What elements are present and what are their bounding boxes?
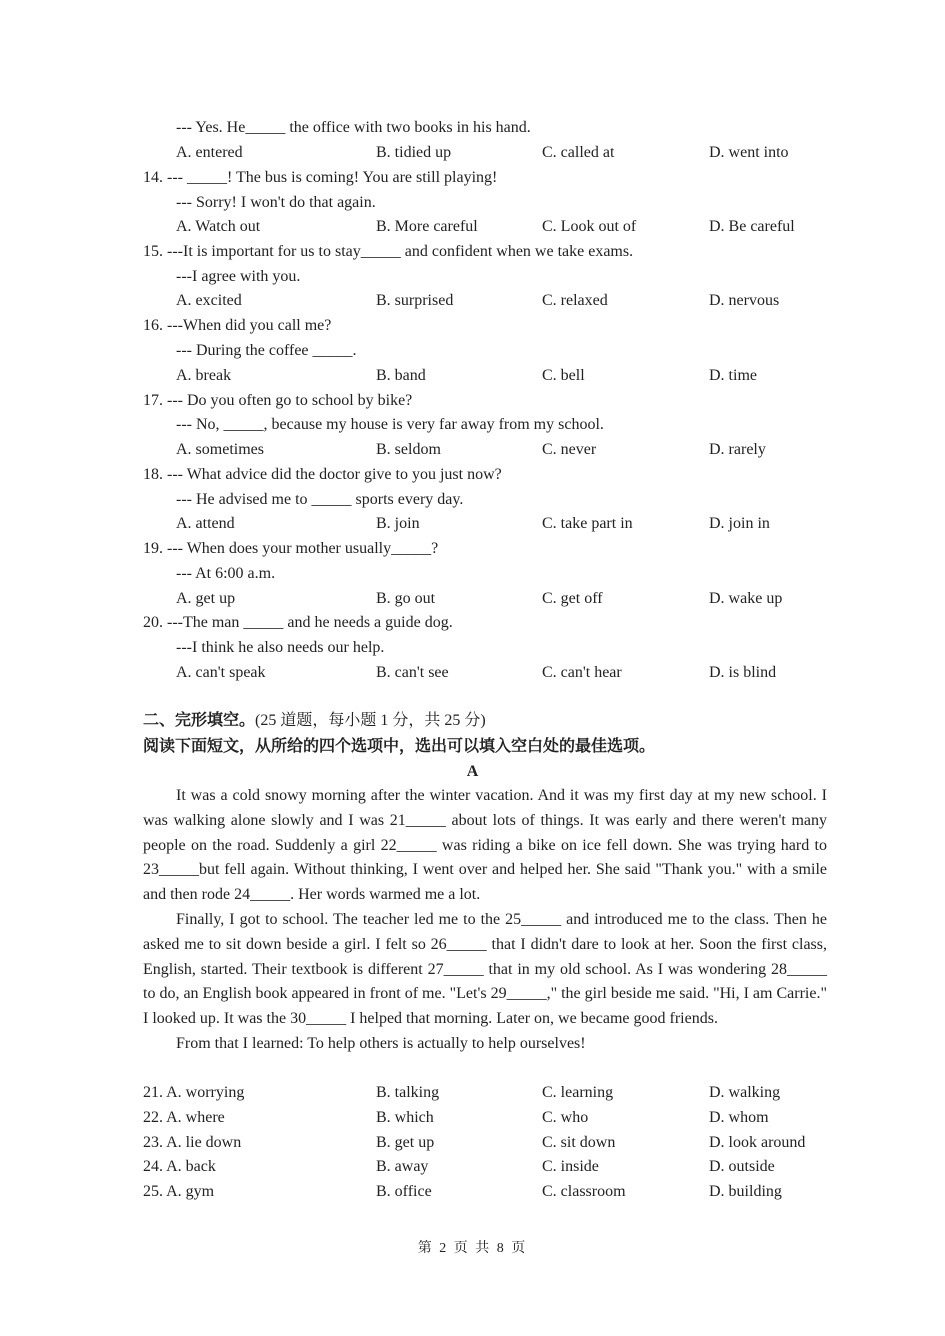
passage-paragraph-1 xyxy=(143,784,827,908)
q13-option-b: B. tidied up xyxy=(376,144,452,161)
section-instruction: 阅读下面短文，从所给的四个选项中，选出可以填入空白处的最佳选项。 xyxy=(143,738,656,755)
q22-option-d: D. whom xyxy=(709,1109,769,1126)
q19-reply: --- At 6:00 a.m. xyxy=(176,565,276,582)
q22-option-c: C. who xyxy=(542,1109,589,1126)
q15-stem: 15. ---It is important for us to stay_____ and confident when we take exams. xyxy=(143,243,634,260)
passage-title: A xyxy=(466,763,479,780)
q24-option-a: 24. A. back xyxy=(143,1158,216,1175)
q16-stem: 16. ---When did you call me? xyxy=(143,317,332,334)
q23-option-b: B. get up xyxy=(376,1134,435,1151)
q23-option-a: 23. A. lie down xyxy=(143,1134,242,1151)
section-heading-title: 二、完形填空。 xyxy=(143,712,256,729)
q13-dialog: --- Yes. He_____ the office with two books in his hand. xyxy=(176,119,531,136)
q14-stem: 14. --- _____! The bus is coming! You are still playing! xyxy=(143,169,498,186)
q17-option-c: C. never xyxy=(542,441,597,458)
q13-option-d: D. went into xyxy=(709,144,789,161)
q20-option-a: A. can't speak xyxy=(176,664,266,681)
q16-option-a: A. break xyxy=(176,367,232,384)
q23-option-d: D. look around xyxy=(709,1134,806,1151)
q24-option-b: B. away xyxy=(376,1158,429,1175)
q22-option-a: 22. A. where xyxy=(143,1109,225,1126)
q17-option-b: B. seldom xyxy=(376,441,441,458)
q19-option-c: C. get off xyxy=(542,590,603,607)
q18-option-a: A. attend xyxy=(176,515,235,532)
passage-paragraph-3 xyxy=(143,1032,827,1057)
q16-reply: --- During the coffee _____. xyxy=(176,342,357,359)
q19-option-a: A. get up xyxy=(176,590,236,607)
q25-option-b: B. office xyxy=(376,1183,432,1200)
q19-option-b: B. go out xyxy=(376,590,436,607)
q20-option-c: C. can't hear xyxy=(542,664,622,681)
q20-option-d: D. is blind xyxy=(709,664,777,681)
page-footer: 第 2 页 共 8 页 xyxy=(417,1241,528,1256)
q15-option-c: C. relaxed xyxy=(542,292,608,309)
q18-option-c: C. take part in xyxy=(542,515,633,532)
q14-option-d: D. Be careful xyxy=(709,218,795,235)
q17-stem: 17. --- Do you often go to school by bike? xyxy=(143,392,413,409)
q24-option-d: D. outside xyxy=(709,1158,775,1175)
q21-option-d: D. walking xyxy=(709,1084,781,1101)
q13-option-c: C. called at xyxy=(542,144,615,161)
q25-option-c: C. classroom xyxy=(542,1183,626,1200)
q16-option-b: B. band xyxy=(376,367,426,384)
q25-option-a: 25. A. gym xyxy=(143,1183,215,1200)
q15-option-d: D. nervous xyxy=(709,292,780,309)
passage-paragraph-2-text: Finally, I got to school. The teacher led me to the 25_____ and introduced me to the class. Then he asked me to sit down beside a girl. I felt so 26_____ that I didn't dare to look at her. Soon the first class, English, started. Their textbook is different 27_____ that in my old school. As I was wondering 28_____ to do, an English book appeared in front of me. "Let's 29_____," the girl beside me said. "Hi, I am Carrie." I looked up. It was the 30_____ I helped that morning. Later on, we became good friends. xyxy=(143,911,827,1028)
q21-option-c: C. learning xyxy=(542,1084,614,1101)
q22-option-b: B. which xyxy=(376,1109,434,1126)
q19-option-d: D. wake up xyxy=(709,590,783,607)
q15-option-a: A. excited xyxy=(176,292,242,309)
q25-option-d: D. building xyxy=(709,1183,782,1200)
q17-option-a: A. sometimes xyxy=(176,441,264,458)
passage-paragraph-3-text: From that I learned: To help others is actually to help ourselves! xyxy=(176,1035,586,1052)
q20-reply: ---I think he also needs our help. xyxy=(176,639,385,656)
q14-option-c: C. Look out of xyxy=(542,218,637,235)
q18-stem: 18. --- What advice did the doctor give to you just now? xyxy=(143,466,502,483)
q14-reply: --- Sorry! I won't do that again. xyxy=(176,194,376,211)
q23-option-c: C. sit down xyxy=(542,1134,616,1151)
q17-reply: --- No, _____, because my house is very far away from my school. xyxy=(176,416,604,433)
q21-option-b: B. talking xyxy=(376,1084,440,1101)
q24-option-c: C. inside xyxy=(542,1158,599,1175)
section-heading-note: (25 道题，每小题 1 分，共 25 分) xyxy=(255,712,486,729)
q16-option-c: C. bell xyxy=(542,367,585,384)
q14-option-a: A. Watch out xyxy=(176,218,261,235)
q18-option-d: D. join in xyxy=(709,515,770,532)
section-heading xyxy=(143,711,486,731)
q16-option-d: D. time xyxy=(709,367,757,384)
passage-paragraph-1-text: It was a cold snowy morning after the winter vacation. And it was my first day at my new school. I was walking alone slowly and I was 21_____ about lots of things. It was early and there weren't many people on the road. Suddenly a girl 22_____ was riding a bike on ice fell down. She was trying hard to 23_____but fell again. Without thinking, I went over and helped her. She said "Thank you." with a smile and then rode 24_____. Her words warmed me a lot. xyxy=(143,787,827,904)
q15-option-b: B. surprised xyxy=(376,292,454,309)
q19-stem: 19. --- When does your mother usually_____? xyxy=(143,540,439,557)
q21-option-a: 21. A. worrying xyxy=(143,1084,245,1101)
q14-option-b: B. More careful xyxy=(376,218,478,235)
q17-option-d: D. rarely xyxy=(709,441,766,458)
q18-reply: --- He advised me to _____ sports every day. xyxy=(176,491,464,508)
q20-stem: 20. ---The man _____ and he needs a guide dog. xyxy=(143,614,453,631)
q18-option-b: B. join xyxy=(376,515,420,532)
passage-paragraph-2 xyxy=(143,908,827,1032)
q15-reply: ---I agree with you. xyxy=(176,268,301,285)
q13-option-a: A. entered xyxy=(176,144,243,161)
q20-option-b: B. can't see xyxy=(376,664,449,681)
